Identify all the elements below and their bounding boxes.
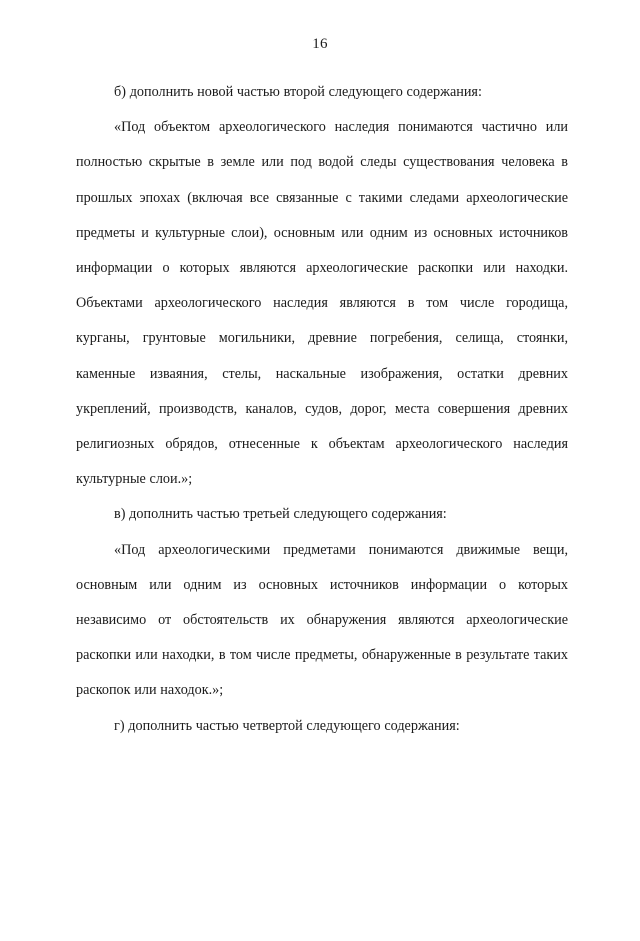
page-number: 16	[312, 36, 328, 52]
document-page	[0, 36, 640, 941]
paragraph-quote-archaeological-items: «Под археологическими предметами понимаются движимые вещи, основным или одним из основных источников информации о которых независимо от обстоятельств их обнаружения являются археологические раскопки или находки, в том числе предметы, обнаруженные в результате таких раскопок или находок.»;	[76, 541, 568, 699]
paragraph-b: б) дополнить новой частью второй следующего содержания:	[114, 84, 482, 100]
paragraph-v: в) дополнить частью третьей следующего содержания:	[114, 506, 447, 523]
paragraph-g: г) дополнить частью четвертой следующего содержания:	[114, 717, 460, 734]
paragraph-quote-archaeological-heritage-object: «Под объектом археологического наследия понимаются частично или полностью скрытые в земле или под водой следы существования человека в прошлых эпохах (включая все связанные с такими следами археологические предметы и культурные слои), основным или одним из основных источников информации о которых являются археологические раскопки или находки. Объектами археологического наследия являются в том числе городища, курганы, грунтовые могильники, древние погребения, селища, стоянки, каменные изваяния, стелы, наскальные изображения, остатки древних укреплений, производств, каналов, судов, дорог, места совершения древних религиозных обрядов, отнесенные к объектам археологического наследия культурные слои.»;	[76, 119, 568, 488]
page-content	[76, 75, 568, 744]
